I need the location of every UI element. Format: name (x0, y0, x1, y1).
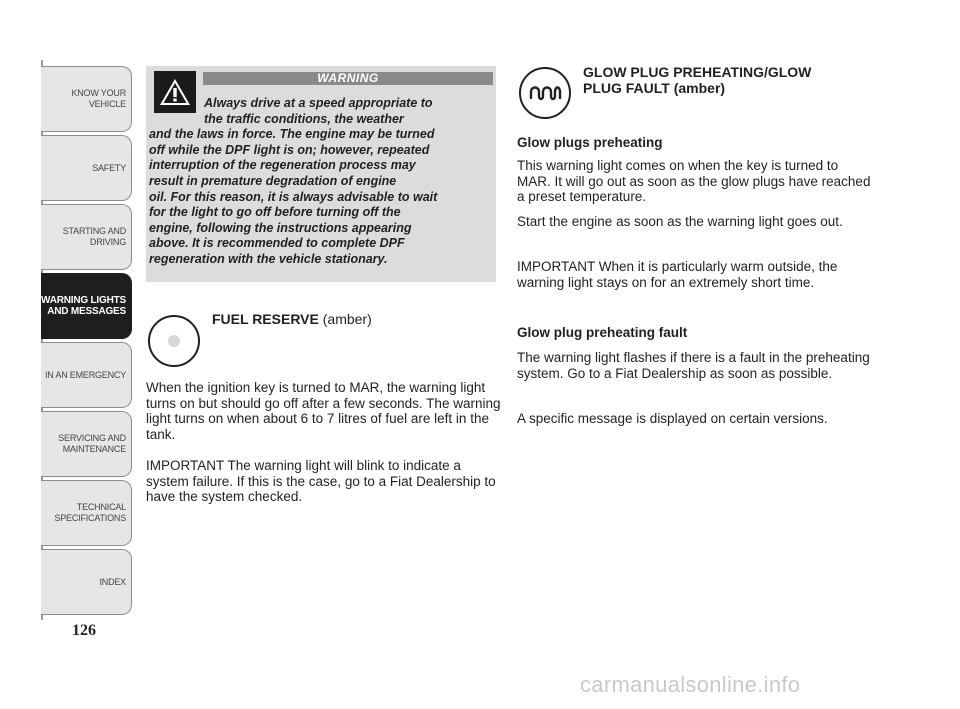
tab-label: TECHNICAL (76, 502, 126, 512)
watermark: carmanualsonline.info (580, 672, 801, 697)
tab-label: MAINTENANCE (62, 444, 126, 454)
fuel-heading-normal: (amber) (318, 311, 372, 327)
glow-heading-line: GLOW PLUG PREHEATING/GLOW (583, 64, 812, 80)
tab-label: WARNING LIGHTS (41, 295, 126, 306)
warning-box (146, 66, 496, 282)
tab-label: STARTING AND (62, 226, 126, 236)
warning-text (149, 96, 491, 268)
glow-paragraph: Start the engine as soon as the warning light goes out. (517, 214, 843, 229)
warning-line: the traffic conditions, the weather (204, 111, 404, 126)
tab-label: VEHICLE (88, 99, 126, 109)
tab-label: INDEX (99, 576, 126, 587)
tab-index[interactable] (41, 549, 132, 615)
tab-warning-lights-and-messages[interactable] (41, 273, 132, 339)
warning-line: engine, following the instructions appearing (149, 220, 412, 235)
warning-line: oil. For this reason, it is always advisable to wait (149, 189, 438, 204)
warning-line: off while the DPF light is on; however, repeated (149, 142, 430, 157)
glow-plug-heading (583, 64, 883, 96)
glow-important: IMPORTANT When it is particularly warm outside, the warning light stays on for an extremely short time. (517, 259, 838, 290)
fuel-reserve-heading (212, 311, 372, 327)
fuel-reserve-important: IMPORTANT The warning light will blink to indicate a system failure. If this is the case, go to a Fiat Dealership to have the system checked. (146, 458, 496, 504)
tab-servicing-and-maintenance[interactable] (41, 411, 132, 477)
tab-safety[interactable] (41, 135, 132, 201)
tab-label: SAFETY (92, 162, 126, 173)
warning-line: for the light to go off before turning off the (149, 205, 401, 220)
fuel-reserve-paragraph: When the ignition key is turned to MAR, the warning light turns on but should go off after a few seconds. The warning light turns on when about 6 to 7 litres of fuel are left in the tank. (146, 380, 501, 442)
warning-line: result in premature degradation of engine (149, 173, 397, 188)
tab-label: SERVICING AND (58, 433, 126, 443)
warning-line: regeneration with the vehicle stationary. (149, 251, 388, 266)
glow-plug-icon (518, 66, 572, 120)
tab-label: SPECIFICATIONS (54, 513, 126, 523)
tab-technical-specifications[interactable] (41, 480, 132, 546)
tab-know-your-vehicle[interactable] (41, 66, 132, 132)
fuel-reserve-icon (147, 314, 201, 368)
tab-label: IN AN EMERGENCY (44, 369, 126, 380)
page-number: 126 (72, 622, 96, 639)
glow-paragraph: The warning light flashes if there is a fault in the preheating system. Go to a Fiat Dealership as soon as possible. (517, 350, 870, 381)
warning-line: interruption of the regeneration process may (149, 158, 416, 173)
warning-line: and the laws in force. The engine may be turned (149, 127, 435, 142)
glow-heading-line: PLUG FAULT (amber) (583, 80, 726, 96)
tab-label: AND MESSAGES (47, 306, 126, 317)
tab-starting-and-driving[interactable] (41, 204, 132, 270)
glow-plugs-preheating-subheading: Glow plugs preheating (517, 135, 663, 150)
warning-line: Always drive at a speed appropriate to (204, 96, 433, 110)
tab-label: KNOW YOUR (71, 88, 126, 98)
tab-in-an-emergency[interactable] (41, 342, 132, 408)
tab-label: DRIVING (89, 237, 126, 247)
glow-plug-fault-subheading: Glow plug preheating fault (517, 325, 688, 340)
glow-paragraph: A specific message is displayed on certain versions. (517, 411, 828, 426)
warning-title: WARNING (203, 72, 493, 85)
glow-paragraph: This warning light comes on when the key is turned to MAR. It will go out as soon as the glow plugs have reached a preset temperature. (517, 158, 871, 204)
warning-line: above. It is recommended to complete DPF (149, 236, 405, 251)
fuel-heading-bold: FUEL RESERVE (212, 311, 319, 327)
